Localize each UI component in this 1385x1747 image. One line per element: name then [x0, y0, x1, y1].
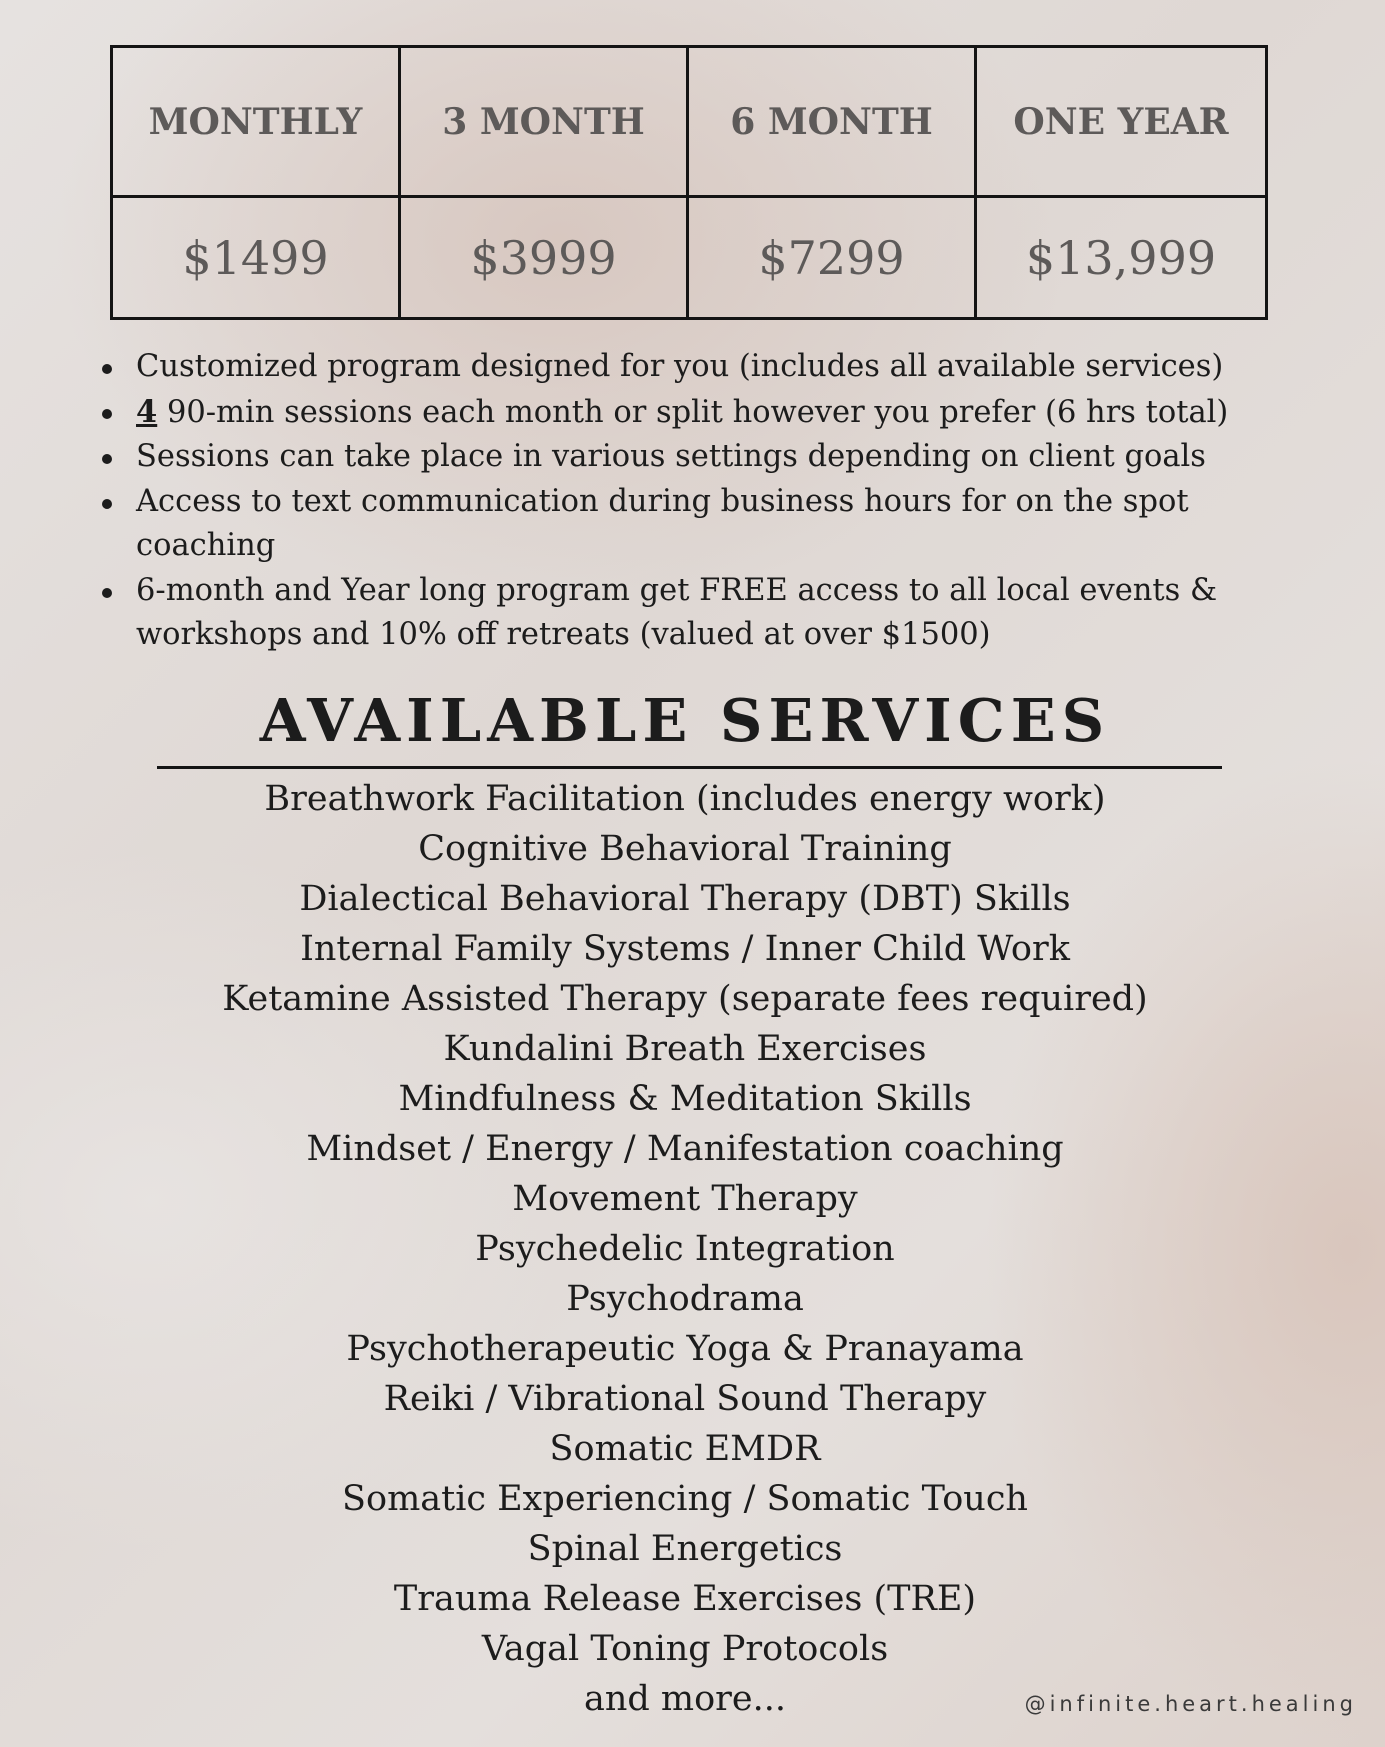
service-item: Breathwork Facilitation (includes energy work)	[264, 779, 1106, 819]
feature-text: Access to text communication during business hours for on the spot coaching	[136, 483, 1189, 563]
plan-price-3-month: $3999	[401, 198, 689, 317]
service-item: Vagal Toning Protocols	[481, 1629, 889, 1669]
features-list	[100, 345, 1280, 658]
service-item: Dialectical Behavioral Therapy (DBT) Skills	[299, 879, 1071, 919]
service-item: Reiki / Vibrational Sound Therapy	[383, 1379, 987, 1419]
feature-item	[100, 435, 1280, 480]
feature-text: Customized program designed for you (includes all available services)	[136, 349, 1224, 384]
feature-item	[100, 480, 1280, 569]
social-handle: @infinite.heart.healing	[1024, 1692, 1357, 1716]
plan-price-6-month: $7299	[689, 198, 977, 317]
services-title: AVAILABLE SERVICES	[259, 686, 1111, 755]
feature-text: 6-month and Year long program get FREE access to all local events & workshops and 10% off retreats (valued at over $1500)	[136, 572, 1218, 652]
title-divider	[157, 766, 1222, 769]
service-item: Trauma Release Exercises (TRE)	[393, 1579, 977, 1619]
plan-header-3-month: 3 MONTH	[401, 48, 689, 198]
feature-text: 90-min sessions each month or split however you prefer (6 hrs total)	[166, 394, 1229, 430]
pricing-table	[110, 45, 1268, 320]
service-item: Somatic Experiencing / Somatic Touch	[342, 1479, 1028, 1519]
service-item: Psychodrama	[566, 1279, 804, 1319]
service-item: Psychotherapeutic Yoga & Pranayama	[346, 1329, 1024, 1369]
plan-price-one-year: $13,999	[1025, 230, 1217, 285]
service-item: Kundalini Breath Exercises	[443, 1029, 927, 1069]
feature-text: Sessions can take place in various settings depending on client goals	[136, 439, 1206, 474]
service-item: Cognitive Behavioral Training	[418, 829, 952, 869]
feature-item	[100, 345, 1280, 390]
sessions-count: 4	[136, 393, 158, 430]
service-item: and more...	[583, 1679, 787, 1719]
feature-item	[100, 569, 1280, 658]
service-item: Movement Therapy	[512, 1179, 858, 1219]
plan-header-monthly: MONTHLY	[113, 48, 401, 198]
service-item: Internal Family Systems / Inner Child Work	[300, 929, 1070, 969]
service-item: Mindset / Energy / Manifestation coaching	[306, 1129, 1064, 1169]
plan-price-monthly: $1499	[113, 198, 401, 317]
service-item: Mindfulness & Meditation Skills	[398, 1079, 972, 1119]
feature-item	[100, 390, 1280, 436]
service-item: Ketamine Assisted Therapy (separate fees required)	[222, 979, 1148, 1019]
service-item: Spinal Energetics	[527, 1529, 843, 1569]
plan-header-one-year: ONE YEAR	[977, 48, 1265, 198]
service-item: Somatic EMDR	[549, 1429, 821, 1469]
plan-header-6-month: 6 MONTH	[689, 48, 977, 198]
service-item: Psychedelic Integration	[475, 1229, 895, 1269]
services-list	[0, 774, 1370, 1724]
